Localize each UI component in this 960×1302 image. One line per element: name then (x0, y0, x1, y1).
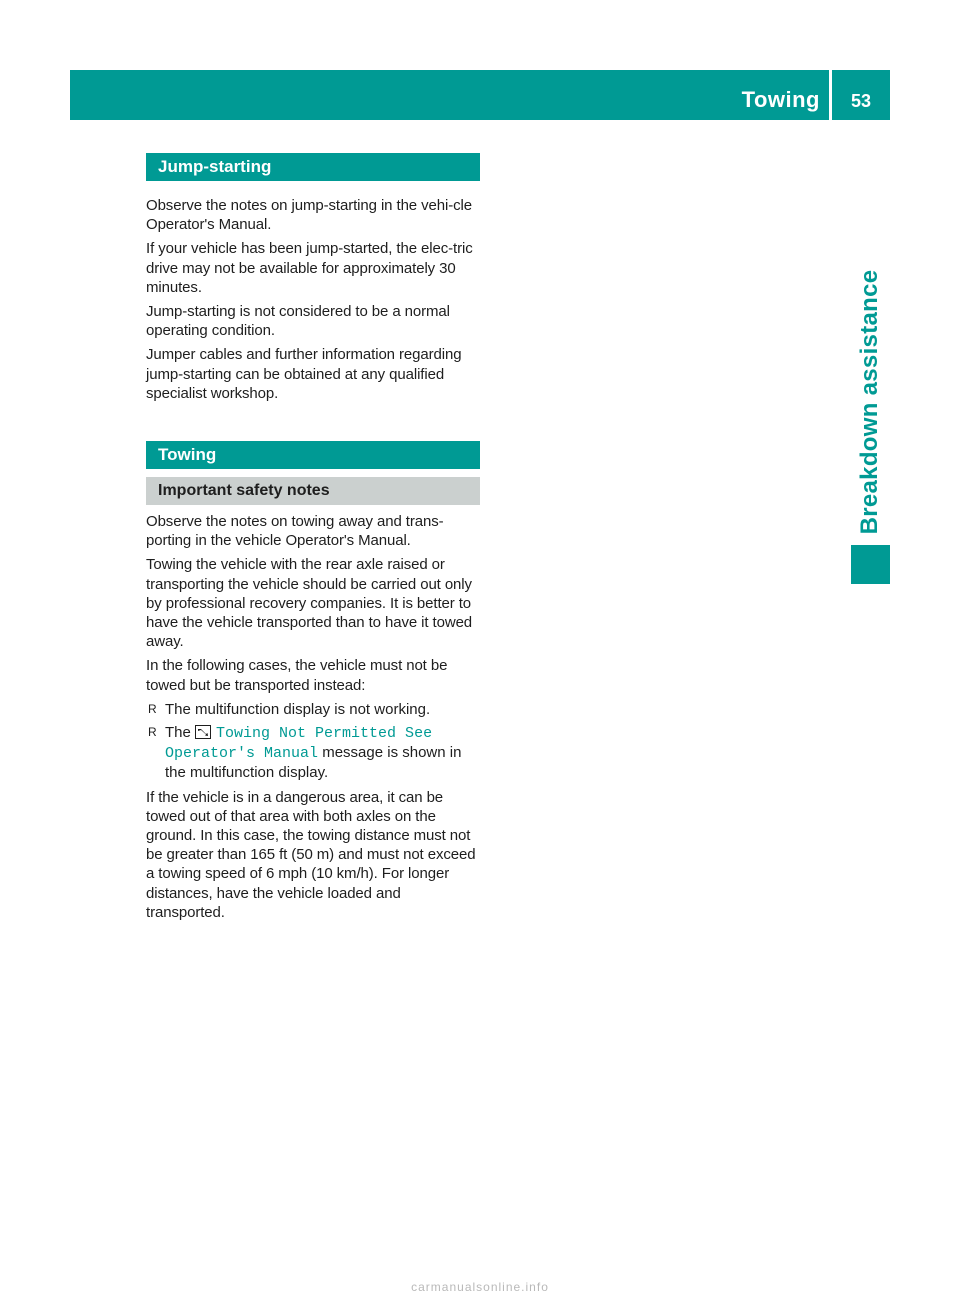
list-item-text: The multifunction display is not working. (165, 700, 431, 718)
paragraph: Observe the notes on jump-starting in the vehi-cle Operator's Manual. (146, 197, 473, 234)
subsection-heading-safety-notes: Important safety notes (146, 477, 480, 505)
paragraph: If your vehicle has been jump-started, the elec-tric drive may not be available for approximately 30 minutes. (146, 240, 473, 296)
section-heading-jump-starting: Jump-starting (146, 153, 480, 181)
content-column (146, 153, 480, 927)
wrench-icon (195, 725, 211, 739)
watermark: carmanualsonline.info (411, 1280, 549, 1294)
section-heading-towing: Towing (146, 441, 480, 469)
list-item-suffix: message is shown in the multifunction display. (165, 744, 462, 782)
list-item (146, 700, 480, 719)
bullet-list (146, 700, 480, 783)
paragraph: Observe the notes on towing away and trans-porting in the vehicle Operator's Manual. (146, 513, 444, 550)
list-item (146, 723, 480, 783)
page-header (70, 70, 890, 120)
page-number: 53 (850, 91, 872, 111)
paragraph: If the vehicle is in a dangerous area, it can be towed out of that area with both axles on the ground. In this case, the towing distance must not be greater than 165 ft (50 m) and must not exceed a towing speed of 6 mph (10 km/h). For longer distances, have the vehicle loaded and transported. (146, 788, 476, 921)
header-title: Towing (741, 87, 820, 112)
list-item-prefix: The (165, 724, 191, 742)
paragraph: Towing the vehicle with the rear axle raised or transporting the vehicle should be carried out only by professional recovery companies. It is better to have the vehicle transported than to have it towed away. (146, 556, 473, 651)
bullet-marker: R (148, 725, 157, 740)
display-message: Towing Not Permitted See Operator's Manual (165, 725, 433, 763)
paragraph: Jump-starting is not considered to be a normal operating condition. (146, 303, 450, 340)
side-tab-marker (851, 545, 890, 584)
side-tab-label: Breakdown assistance (856, 269, 883, 535)
paragraph: Jumper cables and further information regarding jump-starting can be obtained at any qualified specialist workshop. (146, 346, 462, 402)
paragraph: In the following cases, the vehicle must not be towed but be transported instead: (146, 657, 448, 694)
bullet-marker: R (148, 701, 157, 716)
